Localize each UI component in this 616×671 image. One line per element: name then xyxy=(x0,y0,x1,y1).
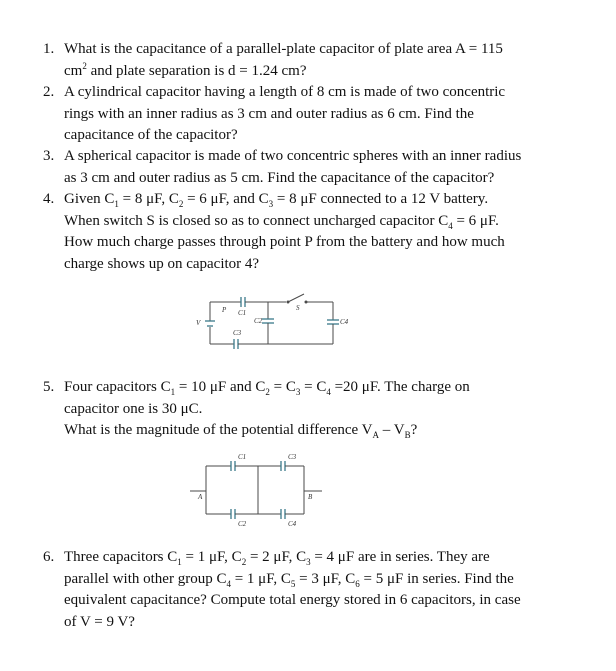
question-number: 3. xyxy=(43,148,55,164)
c4-label: C4 xyxy=(288,520,297,528)
question-text-line: When switch S is closed so as to connect uncharged capacitor $C_4 = 6$ μF. xyxy=(64,212,499,231)
c2-label: C2 xyxy=(254,317,263,325)
question-text-line: parallel with other group $C_4 = 1$ μF, $C_5 = 3$ μF, $C_6 = 5$ μF in series. Find the xyxy=(64,570,514,589)
question-text-line: of V = 9 V? xyxy=(64,613,135,630)
c4-label: C4 xyxy=(340,318,349,326)
question-text-line: A cylindrical capacitor having a length of 8 cm is made of two concentric xyxy=(64,84,506,100)
c3-label: C3 xyxy=(233,329,242,337)
question-4 xyxy=(43,189,603,275)
question-text-line: capacitor one is 30 μC. xyxy=(64,400,203,417)
question-5 xyxy=(43,377,603,442)
question-text-line: capacitance of the capacitor? xyxy=(64,127,238,143)
question-2 xyxy=(43,82,603,147)
question-1 xyxy=(43,39,603,82)
c1-label: C1 xyxy=(238,453,247,461)
c3-label: C3 xyxy=(288,453,297,461)
question-text-line: A spherical capacitor is made of two concentric spheres with an inner radius xyxy=(64,148,522,164)
question-3 xyxy=(43,146,603,189)
question-text-line: What is the capacitance of a parallel-plate capacitor of plate area A = 115 xyxy=(64,41,503,57)
question-number: 1. xyxy=(43,41,55,57)
question-number: 5. xyxy=(43,379,55,395)
voltage-label: V xyxy=(196,319,201,327)
point-p-label: P xyxy=(222,306,227,314)
question-text-line: Four capacitors $C_1 = 10$ μF and $C_2 = C_3 = C_4 =20$ μF. The charge on xyxy=(64,379,470,397)
question-6 xyxy=(43,547,603,633)
question-text-line: equivalent capacitance? Compute total energy stored in 6 capacitors, in case xyxy=(64,592,521,608)
question-number: 6. xyxy=(43,549,55,565)
question-text-line: as 3 cm and outer radius as 5 cm. Find the capacitance of the capacitor? xyxy=(64,169,495,186)
terminal-b-label: B xyxy=(308,493,313,501)
question-text-line: Given $C_1 = 8$ μF, $C_2 = 6$ μF, and $C_3 = 8$ μF connected to a 12 V battery. xyxy=(64,191,489,209)
question-text-line: Three capacitors $C_1 = 1$ μF, $C_2 = 2$ μF, $C_3 = 4$ μF are in series. They are xyxy=(64,549,490,567)
switch-label: S xyxy=(296,304,300,312)
question-text-line: How much charge passes through point P from the battery and how much xyxy=(64,234,505,250)
question-text-line: $cm^2$ and plate separation is d = 1.24 cm? xyxy=(64,60,307,79)
question-number: 2. xyxy=(43,84,55,100)
question-text-line: rings with an inner radius as 3 cm and outer radius as 6 cm. Find the xyxy=(64,105,474,122)
terminal-a-label: A xyxy=(198,493,203,501)
c1-label: C1 xyxy=(238,309,247,317)
question-number: 4. xyxy=(43,191,55,207)
question-text-line: charge shows up on capacitor 4? xyxy=(64,255,260,272)
question-text-line: What is the magnitude of the potential difference $V_A - V_B$? xyxy=(64,422,418,440)
circuit-diagram-q4 xyxy=(188,288,358,358)
switch-blade xyxy=(288,294,304,302)
circuit-diagram-q5 xyxy=(190,452,325,530)
c2-label: C2 xyxy=(238,520,247,528)
